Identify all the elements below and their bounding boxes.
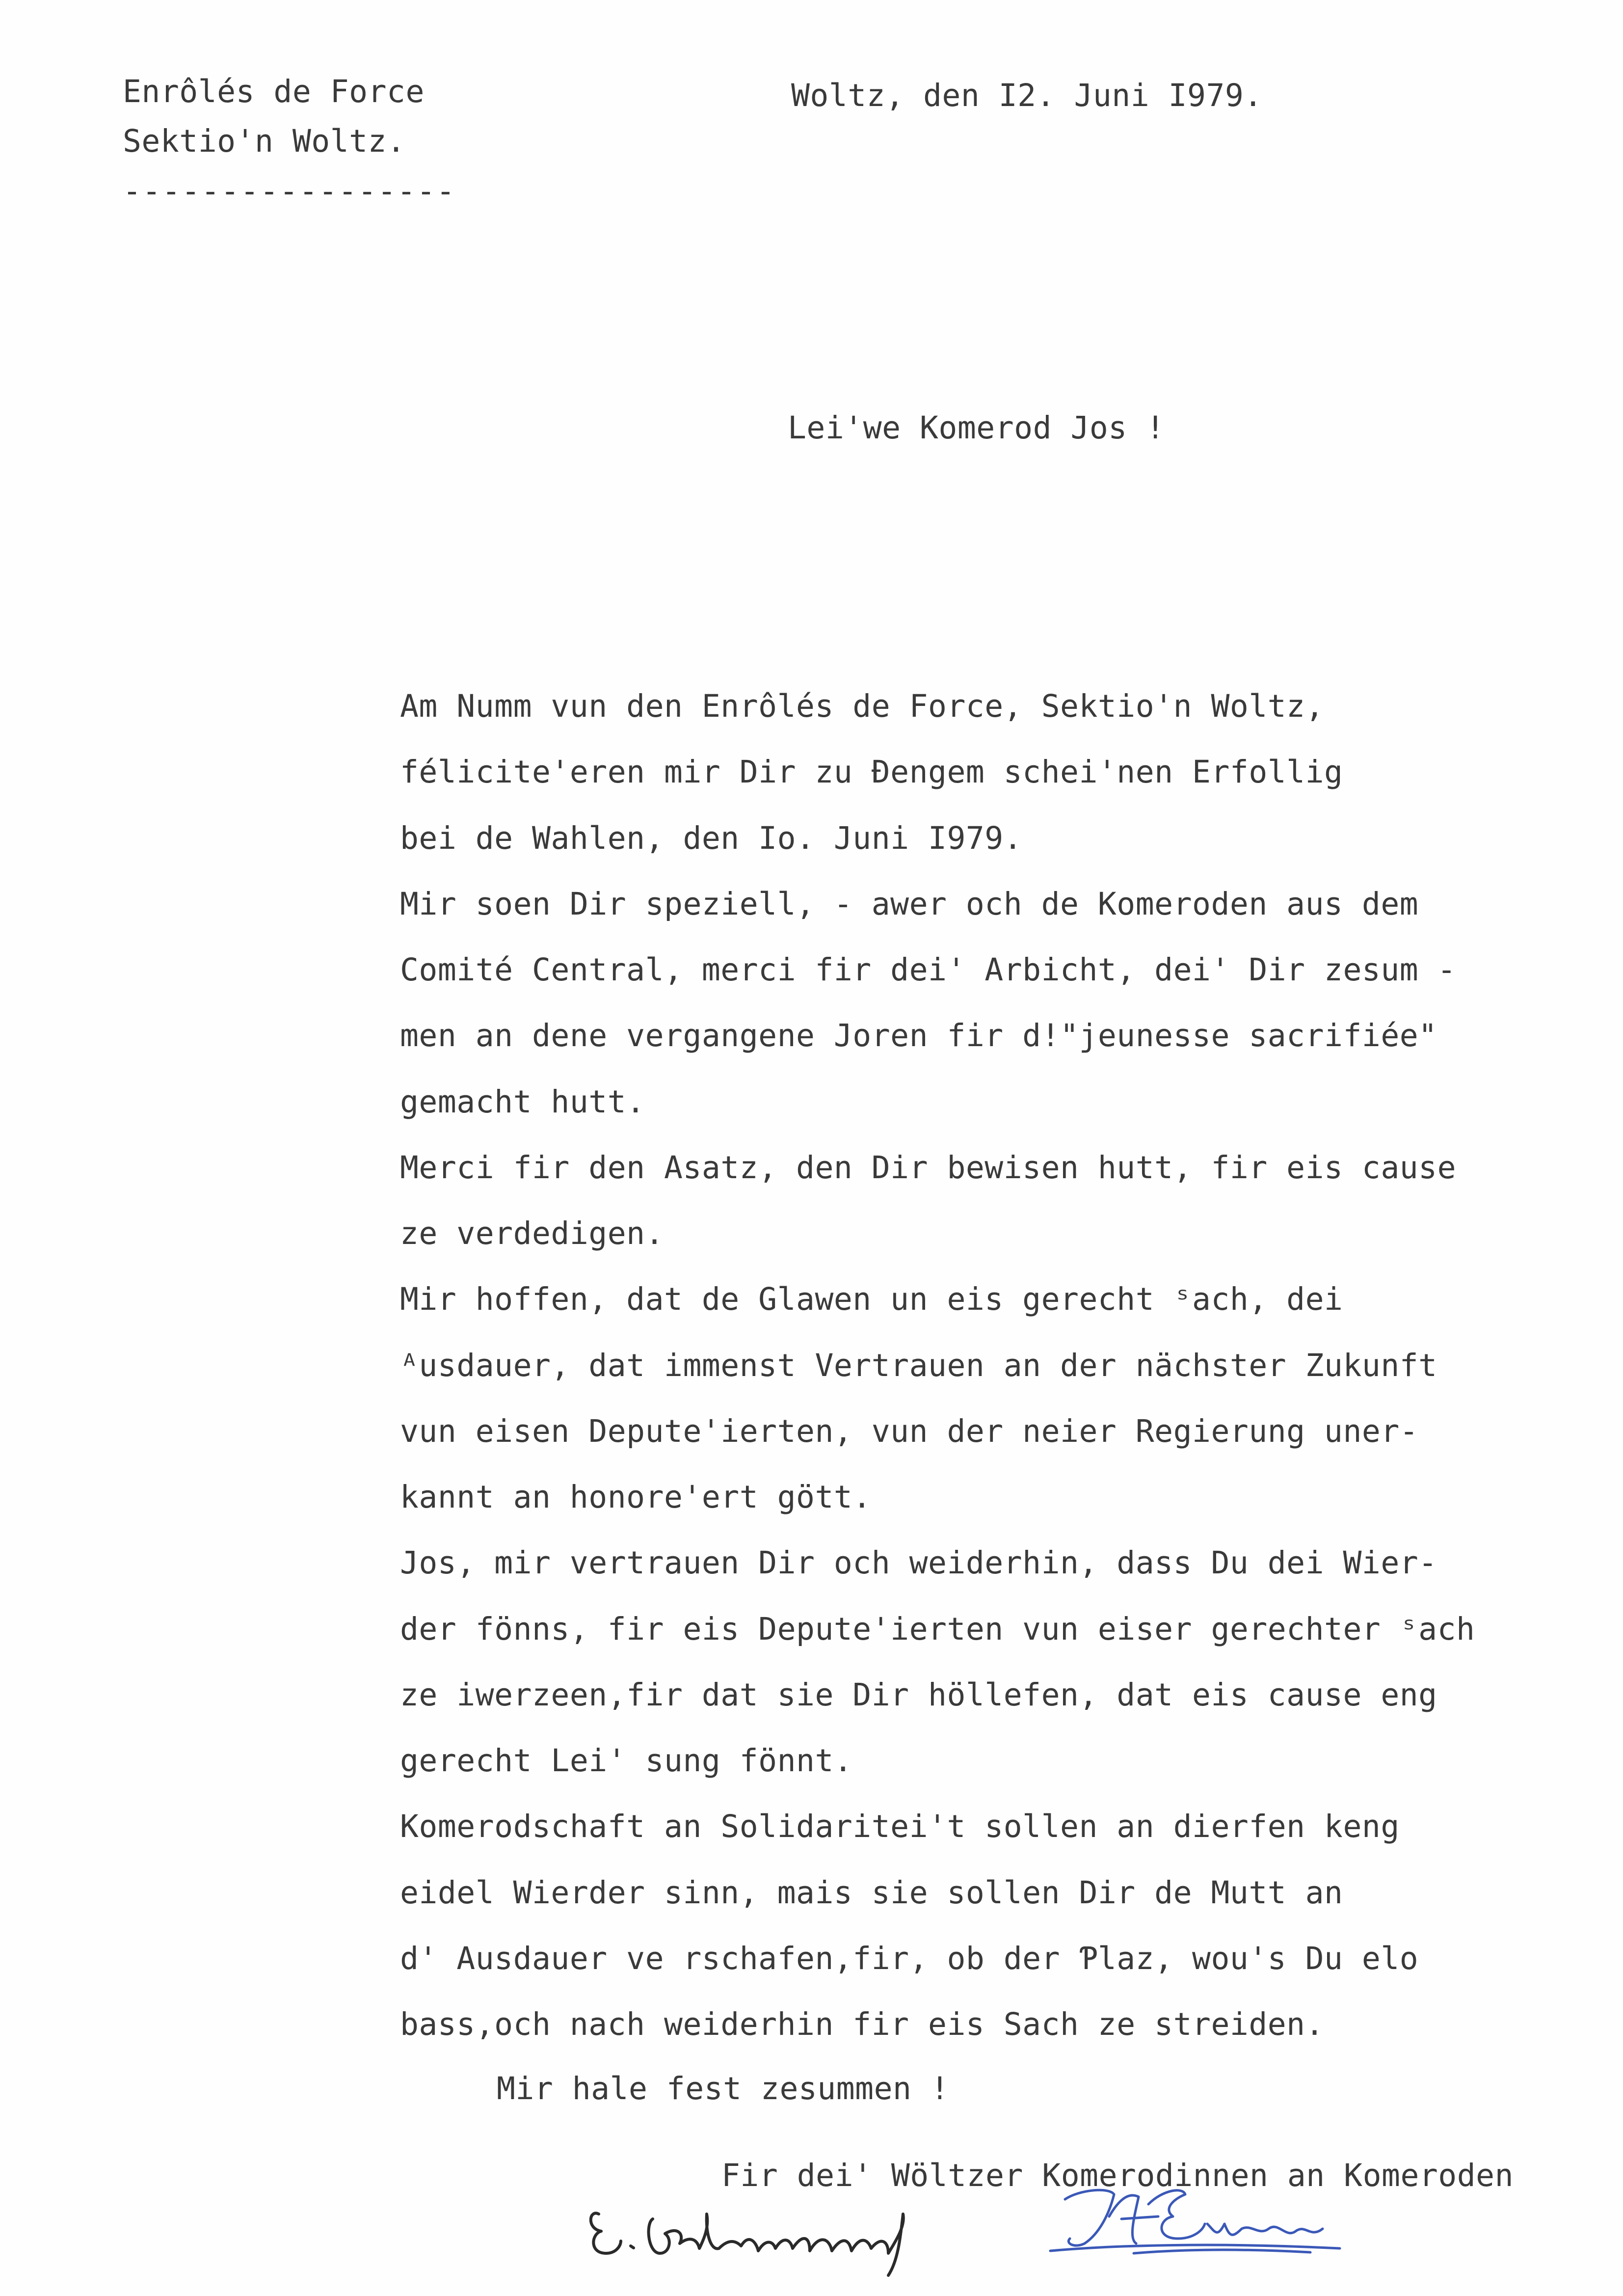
dateline: Woltz, den I2. Juni I979. xyxy=(791,78,1263,113)
body-line: Mir soen Dir speziell, - awer och de Komeroden aus dem xyxy=(400,886,1419,922)
body-line: bass,och nach weiderhin fir eis Sach ze streiden. xyxy=(400,2006,1325,2042)
body-line: Merci fir den Asatz, den Dir bewisen hutt, fir eis cause xyxy=(400,1150,1457,1186)
body-line: Komerodschaft an Solidaritei't sollen an dierfen keng xyxy=(400,1809,1400,1844)
body-line: Comité Central, merci fir dei' Arbicht, dei' Dir zesum - xyxy=(400,952,1457,988)
handwritten-signature-icon xyxy=(1036,2170,1350,2268)
sender-name: Enrôlés de Force xyxy=(123,74,425,109)
handwritten-signature-icon xyxy=(579,2180,982,2278)
sender-section: Sektio'n Woltz. xyxy=(123,123,406,159)
body-line: félicite'eren mir Dir zu Ðengem schei'nen Erfollig xyxy=(400,754,1343,790)
body-line: bei de Wahlen, den Io. Juni I979. xyxy=(400,820,1023,856)
body-line: Mir hoffen, dat de Glawen un eis gerecht ˢach, dei xyxy=(400,1281,1343,1317)
body-line: gemacht hutt. xyxy=(400,1084,645,1120)
body-line: ᴬusdauer, dat immenst Vertrauen an der nächster Zukunft xyxy=(400,1348,1437,1383)
signoff-line: Fir dei' Wöltzer Komerodinnen an Komeroden xyxy=(721,2158,1514,2193)
body-line: ze verdedigen. xyxy=(400,1216,665,1251)
body-line: der fönns, fir eis Depute'ierten vun eiser gerechter ˢach xyxy=(400,1611,1475,1647)
body-line: eidel Wierder sinn, mais sie sollen Dir de Mutt an xyxy=(400,1875,1343,1911)
body-line: men an dene vergangene Joren fir d!"jeunesse sacrifiée" xyxy=(400,1018,1437,1053)
body-line: vun eisen Depute'ierten, vun der neier Regierung uner- xyxy=(400,1413,1419,1449)
sender-underline: ----------------- xyxy=(123,173,456,209)
body-line: ze iwerzeen,fir dat sie Dir höllefen, dat eis cause eng xyxy=(400,1677,1437,1713)
body-line: Jos, mir vertrauen Dir och weiderhin, dass Du dei Wier- xyxy=(400,1545,1437,1581)
closing-line: Mir hale fest zesummen ! xyxy=(497,2071,950,2107)
body-line: Am Numm vun den Enrôlés de Force, Sektio'n Woltz, xyxy=(400,688,1325,724)
body-line: kannt an honore'ert gött. xyxy=(400,1479,872,1515)
body-line: gerecht Lei' sung fönnt. xyxy=(400,1743,853,1779)
salutation: Lei'we Komerod Jos ! xyxy=(788,410,1165,446)
body-line: d' Ausdauer ve rschafen,fir, ob der Ƥlaz, wou's Du elo xyxy=(400,1941,1419,1976)
